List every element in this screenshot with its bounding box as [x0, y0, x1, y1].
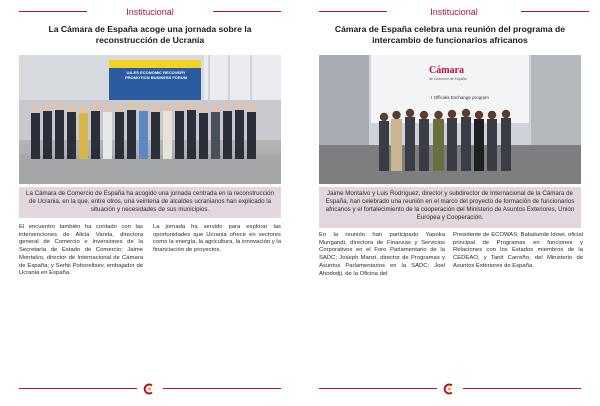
footer-rule-right [163, 388, 281, 389]
body-column-1: El encuentro también ha contado con las intervenciones de Alicia Varela, directora general de Comercio e Inversiones de la Secretaría de Estado de Comercio; Jaime Montalvo, director de Internacional de Cámara de España; y Serhii Pohoreltsev, embajador de Ucrania en España. [19, 224, 143, 277]
screen-program-title: I Officials Exchange program [431, 95, 489, 100]
article-photo-ukraine-forum [19, 55, 281, 184]
article-title: Cámara de España celebra una reunión del programa de intercambio de funcionarios africanos [334, 24, 566, 45]
header-rule-right [213, 11, 281, 12]
article-photo-officials-exchange [319, 55, 581, 184]
screen-brand-sub: de Comercio de España [429, 77, 467, 81]
section-label: Institucional [126, 7, 174, 17]
footer-rule-left [319, 388, 437, 389]
section-header [19, 6, 281, 18]
camara-c-logo-icon [443, 383, 455, 395]
body-column-1: En la reunión han participado Yapoka Mungandi, directora de Finanzas y Servicios Corporativos en el Foro Parlamentario de la SADC; Joseph Manzi, director de Programas y Asuntos Parlamentarios en la SADC; Joel Ahododji, de la Oficina del [319, 232, 445, 277]
footer-rule-right [463, 388, 581, 389]
body-column-2: Presidente de ECOWAS; Babatunde Idowi, oficial principal de Programas en funciones y Relaciones con los Estados miembros de la CEDEAO, y Tanit Carreño, del Ministerio de Asuntos Exteriores de España. [453, 232, 583, 269]
body-column-2: La jornada ha servido para explorar las oportunidades que Ucrania ofrece en sectores como la energía, la agricultura, la innovación y la financiación de proyectos. [153, 224, 281, 254]
photo-caption: Jaime Montalvo y Luis Rodríguez, director y subdirector de Internacional de la Cámara de España, han celebrado una reunión en el marco del proyecto de formación de funcionarios africanos y el fortalecimiento de la cooperación del Ministerio de Asuntos Exteriores, Unión Europea y Cooperación. [319, 187, 581, 228]
page-footer [319, 383, 581, 395]
photo-banner-text: UA-ES ECONOMIC RECOVERY PROMOTION BUSINESS FORUM [124, 70, 187, 80]
section-label: Institucional [430, 7, 478, 17]
page-right [319, 0, 600, 406]
section-header [319, 6, 589, 18]
page-left [19, 0, 301, 406]
page-footer [19, 383, 281, 395]
article-title: La Cámara de España acoge una jornada sobre la reconstrucción de Ucrania [48, 24, 252, 45]
screen-brand: Cámara [429, 65, 464, 76]
photo-caption: La Cámara de Comercio de España ha acogido una jornada centrada en la reconstrucción de Ucrania, en la que, entre otros, una veintena de alcaldes ucranianos han explicado la situación y necesidades de sus municipios. [19, 187, 281, 218]
camara-c-logo-icon [143, 383, 155, 395]
footer-rule-left [19, 388, 137, 389]
header-rule-right [521, 11, 589, 12]
